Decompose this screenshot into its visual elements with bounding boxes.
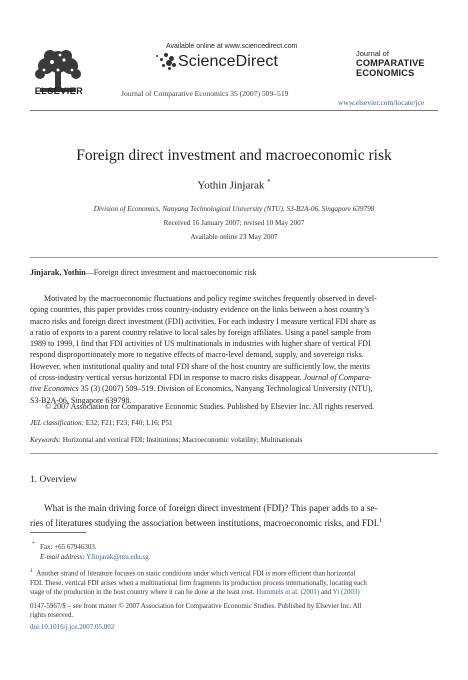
abstract-line: S3-B2A-06, Singapore 639798. [30,395,132,405]
title-rule [30,257,438,258]
citation-title: —Foreign direct investment and macroeconomic risk [85,268,257,277]
issn-line: 0147-5967/$ – see front matter © 2007 Association for Comparative Economic Studies. Published by Elsevier Inc. All [30,602,362,610]
abstract-line: 1989 to 1999, I find that FDI activities of US multinationals in industries with higher share of vertical FDI [30,339,371,349]
footnote-1-line [30,588,440,597]
author-name-text: Yothin Jinjarak [197,179,265,192]
front-matter-notice [30,602,440,620]
keywords-list: Horizontal and vertical FDI; Institutions; Macroeconomic volatility; Multinationals [60,436,303,444]
abstract-line: a ratio of exports to a parent country relative to local sales by foreign affiliates. Using a panel sample from [30,327,372,337]
footnote-1 [30,567,440,598]
header-rule [30,110,438,111]
footnote-rule [30,532,86,533]
journal-url-link[interactable]: www.elsevier.com/locate/jce [338,98,425,107]
body-line-text: ries of literatures studying the association between institutions, macroeconomic risks, and FDI. [30,517,380,528]
sciencedirect-dots-icon [150,53,176,71]
journal-reference: Journal of Comparative Economics 35 (2007) 509–519 [121,89,289,98]
journal-logo-line3: ECONOMICS [356,68,415,78]
footnote-1-and: and [319,588,333,597]
body-paragraph [30,502,440,529]
article-title: Foreign direct investment and macroeconomic risk [76,147,392,164]
copyright-notice: © 2007 Association for Comparative Economic Studies. Published by Elsevier Inc. All rights reserved. [45,402,375,411]
author-name [30,178,438,192]
fax-footnote-mark: * [32,541,35,547]
publisher-name: ELSEVIER [34,86,84,96]
sciencedirect-wordmark: ScienceDirect [178,53,279,70]
abstract-line: Motivated by the macroeconomic fluctuations and policy regime switches frequently observed in devel- [44,294,377,303]
section-heading: 1. Overview [30,475,77,485]
citation-line [30,268,257,277]
footnote-1-mark: 1 [30,568,33,574]
abstract-text [30,293,438,406]
footnote-1-line [30,567,440,579]
reference-link-hummels[interactable]: Hummels et al. (2001) [256,588,320,597]
keywords-label: Keywords: [30,436,61,444]
citation-author: Jinjarak, Yothin [30,268,86,277]
abstract-line-text: 35 (3) (2007) 509–519. Division of Economics, Nanyang Technological University (NTU), [78,384,373,394]
jel-codes: E32; F21; F23; F40; L16; P51 [83,419,173,427]
abstract-line: respond disproportionately more to negative effects of macro-level demand, supply, and sovereign risks. [30,350,364,360]
abstract-line: macro risks and foreign direct investment (FDI) activities. For each industry I measure vertical FDI share as [30,316,376,326]
footnote-1-line: FDI. These, vertical FDI arises when a multinational firm fragments its production process internationally, locating each [30,578,367,587]
journal-logo [356,49,432,78]
abstract-line: However, when institutional quality and total FDI share of the host country are sufficiently low, the merits [30,361,370,371]
journal-logo-line2: COMPARATIVE [356,58,425,68]
author-footnote-mark[interactable]: * [267,178,271,186]
keywords [30,436,302,444]
body-line: What is the main driving force of foreign direct investment (FDI)? This paper adds to a se- [44,503,378,513]
journal-name-italic: tive Economics [30,384,79,394]
jel-label: JEL classification: [30,419,84,427]
issn-line-2: rights reserved. [30,611,74,620]
footnote-1-ref[interactable]: 1 [379,517,383,524]
email-footnote [40,553,150,562]
email-label: E-mail address: [40,553,85,561]
abstract-line [30,383,438,394]
email-link[interactable]: YJinjarak@ntu.edu.sg. [84,553,151,561]
abstract-line-text: of cross-industry vertical versus horizontal FDI in response to macro risks disappear. [30,373,304,383]
fax-footnote: Fax: +65 67946303. [40,543,97,551]
received-dates: Received 16 January 2007; revised 10 May 2007 [163,219,305,227]
journal-logo-line1: Journal of [356,49,389,58]
doi-link[interactable]: doi:10.1016/j.jce.2007.05.002 [30,623,115,631]
sciencedirect-logo[interactable] [150,51,278,73]
footnote-1-text: stage of the production in the host country where it can be done at the least cost. [30,588,257,597]
journal-name-italic: Journal of Compara- [303,373,372,383]
footnote-1-text: Another strand of literature focuses on static conditions under which vertical FDI is more efficient than horizontal [36,569,356,578]
body-line [30,515,440,530]
available-online-link[interactable]: Available online at www.sciencedirect.com [166,43,298,50]
abstract-line [30,372,438,383]
reference-link-yi[interactable]: Yi (2003) [332,588,360,597]
author-affiliation: Division of Economics, Nanyang Technological University (NTU), S3-B2A-06, Singapore 639798 [93,205,375,213]
abstract-line: oping countries, this paper provides cross country-industry evidence on the links between a host country’s [30,305,370,315]
abstract-rule [30,453,438,454]
available-online-date: Available online 23 May 2007 [190,233,278,241]
jel-classification [30,419,173,427]
